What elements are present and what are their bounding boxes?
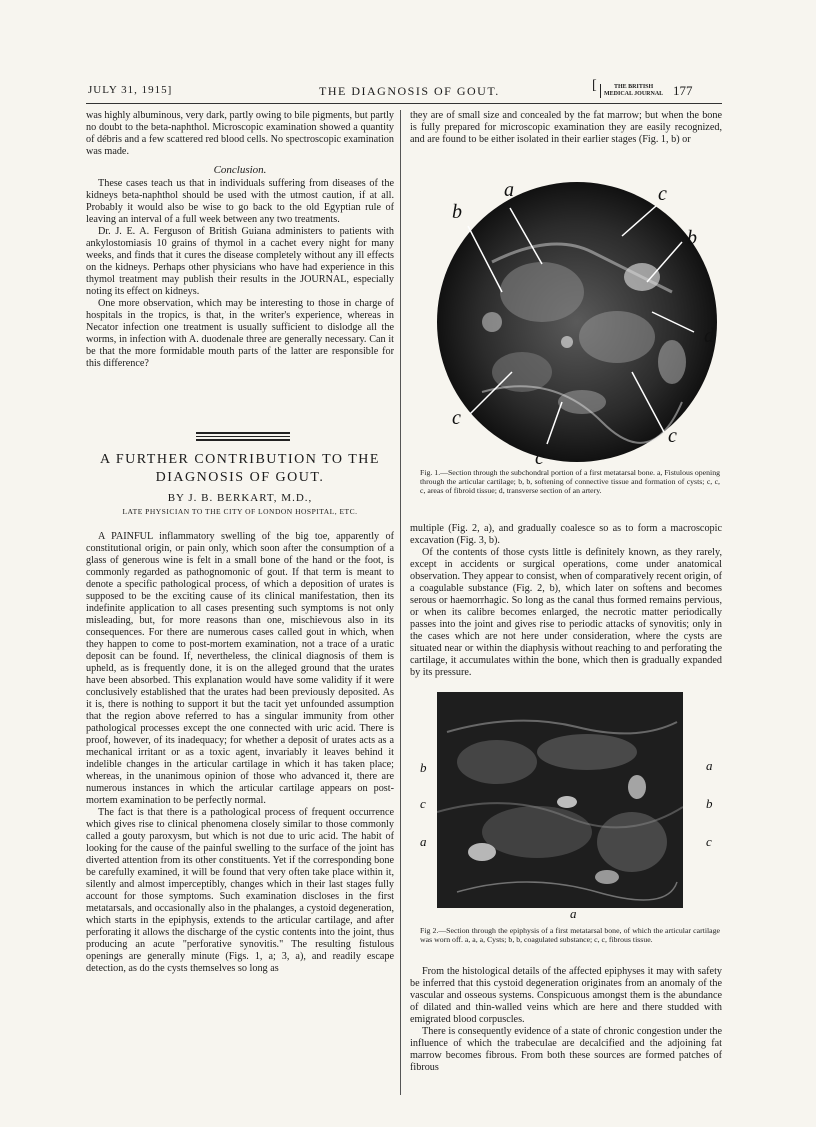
- paragraph: A PAINFUL inflammatory swelling of the big toe, apparently of constitutional origin, or pain only, which soon after the consumption of a glass of generous wine is felt in a small bone of the hand or the foot, is commonly regarded as pathognomonic of gout. If that term is meant to denote a specific pathological process, of which a deposition of urates is supposed to be the exciting cause of its clinical manifestation, then its indefinite application to all cases presenting such symptoms is not only misleading, but, for more reasons than one, mischievous also in its consequences. For there are numerous cases called gout in which, when they happen to come to post-mortem examination, not a trace of a uratic deposit can be found. If, nevertheless, the clinical diagnosis of them is upheld, as is frequently done, it is on the alleged ground that the urates have been absorbed. This explanation would have some validity if it were conclusively established that the urates had been previously deposited. As it is, there is nothing to support it but the tacit yet unfounded assumption that the region above referred to has a singular immunity from other pathological processes except the one connected with uric acid. There is proof, however, of its inadequacy; for whether a deposit of urates acts as a mechanical irritant or as a toxic agent, invariably it leaves behind it indelible changes in the articular cartilage in which it has taken place; whereas, in the unanimous opinion of those who advanced it, there are numerous instances in which the articular cartilage appears on post-mortem examination to be perfectly normal.: [86, 531, 394, 806]
- journal-line-2: MEDICAL JOURNAL: [604, 91, 664, 97]
- column-divider: [400, 110, 401, 1095]
- paragraph: multiple (Fig. 2, a), and gradually coalesce so as to form a macroscopic excavation (Fig. 3, b).: [410, 523, 722, 546]
- fig1-label-c4: c: [668, 425, 677, 447]
- running-title: THE DIAGNOSIS OF GOUT.: [319, 84, 500, 98]
- paragraph: they are of small size and concealed by the fat marrow; but when the bone is fully prepared for microscopic examination they are easily recognized, and are found to be either isolated in their earlier stages (Fig. 1, b) or: [410, 110, 722, 145]
- conclusion-heading: Conclusion.: [213, 164, 267, 176]
- author-affiliation: LATE PHYSICIAN TO THE CITY OF LONDON HOSPITAL, ETC.: [122, 507, 358, 516]
- fig2-label-b-right: b: [706, 796, 713, 811]
- journal-line-1: THE BRITISH: [613, 84, 654, 90]
- figure-1-caption: Fig. 1.—Section through the subchondral portion of a first metatarsal bone. a, Fistulous opening through the articular cartilage; b, b, softening of connective tissue and formation of cysts; c, c, c, areas of fibroid tissue; d, transverse section of an artery.: [420, 468, 720, 495]
- paragraph: These cases teach us that in individuals suffering from diseases of the kidneys beta-naphthol should be used with the utmost caution, if at all. Probably it would also be wise to go back to the old Egyptian rule of leaving an interval of a full week between any two treatments.: [86, 178, 394, 225]
- author-byline: BY J. B. BERKART, M.D.,: [167, 492, 313, 504]
- article-title: [86, 451, 394, 487]
- article-body-left: [86, 531, 394, 975]
- paragraph: From the histological details of the affected epiphyses it may with safety be inferred that this cystoid degeneration originates from an anomaly of the vascular and osseous systems. Conspicuous amongst them is the abundance of dilated and thin-walled veins which are here and there studded with emigrated blood corpuscles.: [410, 966, 722, 1025]
- figure-1-micrograph: [432, 172, 722, 468]
- article-title-line-2: DIAGNOSIS OF GOUT.: [155, 470, 325, 485]
- figure-2-caption: Fig 2.—Section through the epiphysis of a first metatarsal bone, of which the articular cartilage was worn off. a, a, a, Cysts; b, b, coagulated substance; c, c, fibrous tissue.: [420, 926, 720, 944]
- article-title-line-1: A FURTHER CONTRIBUTION TO THE: [100, 452, 380, 467]
- header-rule: [86, 103, 722, 104]
- figure-2-image: [437, 692, 683, 908]
- running-header: [88, 78, 720, 100]
- fig2-label-c-left: c: [420, 796, 426, 811]
- paragraph: Dr. J. E. A. Ferguson of British Guiana administers to patients with ankylostomiasis 10 grains of thymol in a cachet every night for many weeks, and finds that it cures the disease completely without any ill effects on the kidneys. Perhaps other physicians who have had experience in this thymol treatment may publish their results in the JOURNAL, especially noting its effect on kidneys.: [86, 226, 394, 297]
- fig1-label-b2: b: [687, 227, 697, 249]
- figure-2-micrograph: [437, 692, 683, 908]
- fig1-label-b: b: [452, 201, 462, 223]
- fig2-label-c-right: c: [706, 834, 712, 849]
- fig1-label-c2: c: [452, 407, 461, 429]
- journal-name: [592, 78, 664, 98]
- issue-date: JULY 31, 1915]: [88, 84, 173, 96]
- fig1-label-c: c: [658, 183, 667, 205]
- fig2-label-a-bottom: a: [570, 906, 577, 921]
- micrograph-disc: [437, 182, 717, 462]
- page-number: 177: [673, 83, 693, 98]
- fig1-label-c3: c: [535, 447, 544, 468]
- article-body-right-mid: [410, 523, 722, 679]
- paragraph: The fact is that there is a pathological process of frequent occurrence which gives rise to clinical phenomena closely similar to those commonly called a gouty paroxysm, but which is not due to uric acid. The habit of looking for the cause of the painful swelling to the surface of the joint has diverted attention from its other constituents. Yet if the corresponding bone be carefully examined, it will be found that very often take place within it, silently and almost imperceptibly, changes which in their last stages fully account for those symptoms. Such examination discloses in the first metatarsals, and occasionally also in the phalanges, a cystoid degeneration, which starts in the epiphysis, extends to the articular cartilage, and after perforating it allows the discharge of the cystic contents into the joint, thus producing an acute "perforative synovitis." The resulting fistulous openings are generally minute (Figs. 1, a; 3, a), and readily escape detection, as do the cysts themselves so long as: [86, 807, 394, 974]
- figure-1-image: [432, 172, 722, 468]
- paragraph: was highly albuminous, very dark, partly owing to bile pigments, but partly no doubt to the beta-naphthol. Microscopic examination showed a quantity of débris and a few scattered red blood cells. No spectroscopic examination was made.: [86, 110, 394, 157]
- paragraph: One more observation, which may be interesting to those in charge of hospitals in the tropics, is that, in the writer's experience, whereas in Necator infection one treatment is usually sufficient to dislodge all the worms, in infection with A. duodenale three are generally necessary. Can it be that the more formidable mouth parts of the latter are responsible for this difference?: [86, 298, 394, 369]
- paragraph: Of the contents of those cysts little is definitely known, as they rarely, except in accidents or surgical operations, come under anatomical observation. They appear to consist, when of comparatively recent origin, of a coagulable substance (Fig. 2, b), which later on softens and becomes serous or haemorrhagic. So long as the canal thus formed remains pervious, or when its calibre becomes enlarged, the necrotic matter periodically passes into the joint and gives rise to periodic attacks of synovitis; only in the cases which are not here under consideration, where the cysts are situated near or within the diaphysis without reaching to and perforating the cartilage, it accumulates within the bone, which then is gradually expanded by its pressure.: [410, 547, 722, 678]
- fig2-label-a-right: a: [706, 758, 713, 773]
- paragraph: There is consequently evidence of a state of chronic congestion under the influence of which the trabeculae are decalcified and the adjoining fat marrow becomes fibrous. From both these sources are formed patches of fibrous: [410, 1026, 722, 1073]
- journal-bracket: [: [592, 78, 597, 93]
- fig1-label-d: d: [704, 325, 714, 347]
- article-body-right-bottom: [410, 966, 722, 1074]
- fig2-label-b-left: b: [420, 760, 427, 775]
- fig2-label-a-left: a: [420, 834, 427, 849]
- section-separator: [196, 432, 290, 443]
- previous-article-end: [86, 110, 394, 370]
- fig1-label-a: a: [504, 179, 514, 201]
- article-body-right-top: [410, 110, 722, 146]
